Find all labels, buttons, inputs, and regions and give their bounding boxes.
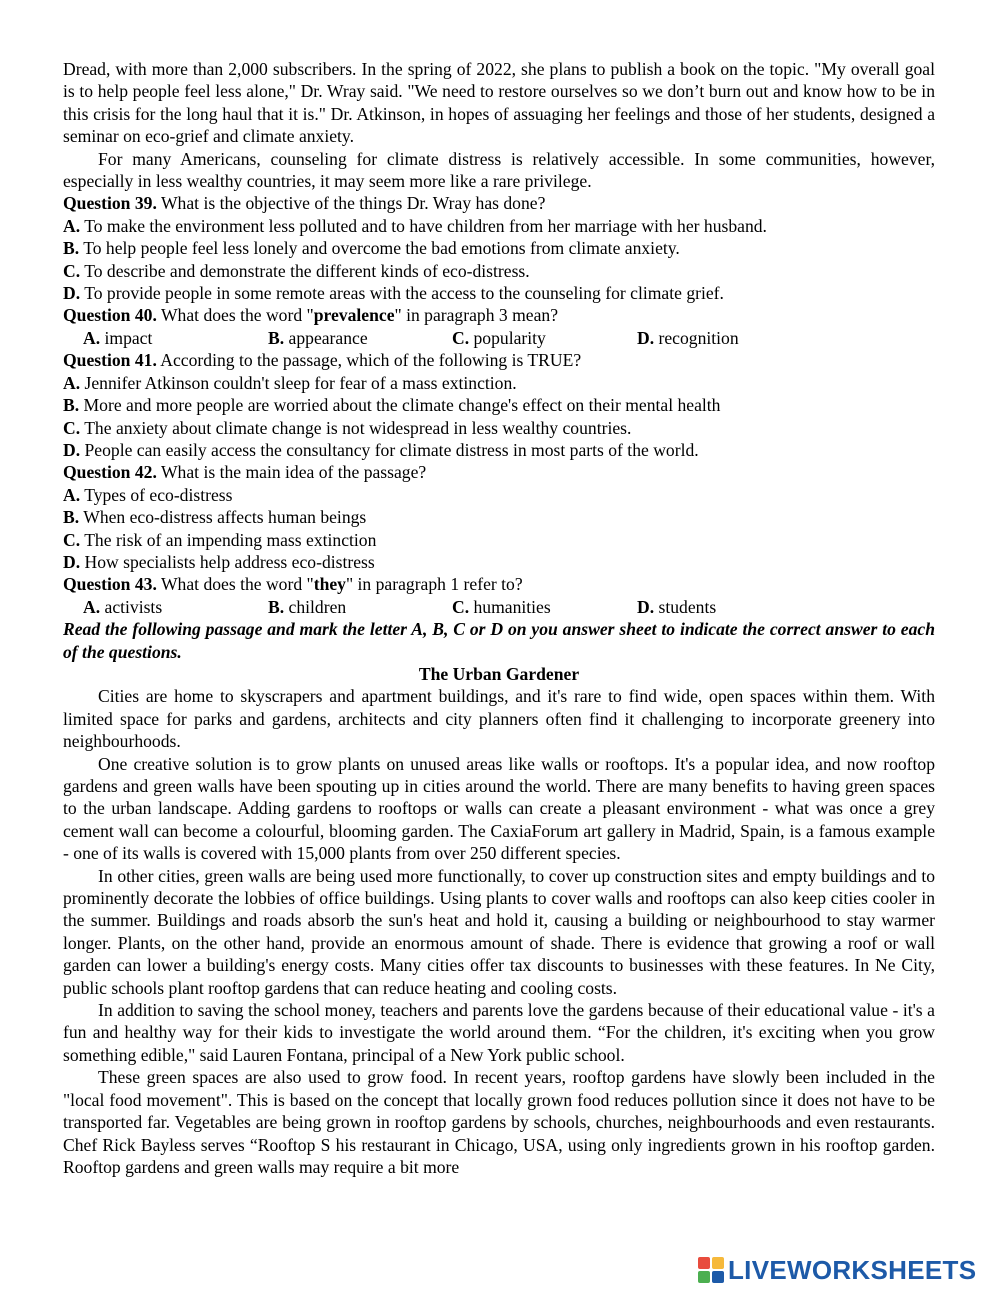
option-text: Types of eco-distress xyxy=(80,484,233,505)
question-40 xyxy=(63,304,935,326)
option-letter: D. xyxy=(63,283,81,304)
question-39-text: What is the objective of the things Dr. Wray has done? xyxy=(156,193,546,214)
option-letter: C. xyxy=(452,596,470,617)
q42-option-a[interactable] xyxy=(63,484,935,506)
q40-option-b[interactable] xyxy=(268,327,452,349)
option-letter: A. xyxy=(63,484,81,505)
option-letter: B. xyxy=(63,238,80,259)
question-41-text: According to the passage, which of the following is TRUE? xyxy=(156,350,582,371)
option-text: To make the environment less polluted and to have children from her marriage with her husband. xyxy=(80,215,767,236)
q39-option-c[interactable] xyxy=(63,260,935,282)
passage-paragraph-4: In addition to saving the school money, teachers and parents love the gardens because of their educational value - it's a fun and healthy way for their kids to investigate the world around them. “For the children, it's exciting when you grow something edible," said Lauren Fontana, principal of a New York public school. xyxy=(63,1000,935,1065)
question-42-label: Question 42. xyxy=(63,462,157,483)
q40-option-d[interactable] xyxy=(637,327,837,349)
liveworksheets-logo xyxy=(698,1255,976,1285)
q42-option-b[interactable] xyxy=(63,506,935,528)
q42-option-d[interactable] xyxy=(63,551,935,573)
q41-option-c[interactable] xyxy=(63,417,935,439)
option-text: More and more people are worried about the climate change's effect on their mental health xyxy=(79,395,721,416)
logo-square xyxy=(698,1257,710,1269)
option-letter: A. xyxy=(63,215,81,236)
reading-instruction: Read the following passage and mark the letter A, B, C or D on you answer sheet to indicate the correct answer to each of the questions. xyxy=(63,619,935,662)
option-letter: B. xyxy=(63,507,80,528)
question-39-label: Question 39. xyxy=(63,193,157,214)
option-text: To provide people in some remote areas with the access to the counseling for climate grief. xyxy=(80,283,724,304)
worksheet-page xyxy=(63,58,935,1178)
option-letter: D. xyxy=(637,327,655,348)
intro-paragraph-1: Dread, with more than 2,000 subscribers. In the spring of 2022, she plans to publish a book on the topic. "My overall goal is to help people feel less alone," Dr. Wray said. "We need to restore ourselves so we don’t burn out and know how to be in this crisis for the long haul that it is." Dr. Atkinson, in hopes of assuaging her feelings and those of her students, designed a seminar on eco-grief and climate anxiety. xyxy=(63,59,935,147)
logo-square xyxy=(712,1271,724,1283)
option-letter: C. xyxy=(452,327,470,348)
option-text: When eco-distress affects human beings xyxy=(79,507,367,528)
option-text: To help people feel less lonely and overcome the bad emotions from climate anxiety. xyxy=(79,238,680,259)
q40-option-a[interactable] xyxy=(63,327,268,349)
option-text: Jennifer Atkinson couldn't sleep for fear of a mass extinction. xyxy=(80,372,517,393)
question-40-label: Question 40. xyxy=(63,305,157,326)
q42-option-c[interactable] xyxy=(63,529,935,551)
question-41 xyxy=(63,349,935,371)
q39-option-b[interactable] xyxy=(63,237,935,259)
option-text: impact xyxy=(100,327,153,348)
option-text: People can easily access the consultancy for climate distress in most parts of the world. xyxy=(80,439,699,460)
option-letter: D. xyxy=(63,551,81,572)
option-letter: A. xyxy=(63,372,81,393)
option-text: The anxiety about climate change is not widespread in less wealthy countries. xyxy=(80,417,632,438)
intro-paragraph-2: For many Americans, counseling for climate distress is relatively accessible. In some communities, however, especially in less wealthy countries, it may seem more like a rare privilege. xyxy=(63,148,935,192)
question-40-text-end: " in paragraph 3 mean? xyxy=(394,305,558,326)
question-43-text-end: " in paragraph 1 refer to? xyxy=(345,574,523,595)
option-letter: D. xyxy=(63,439,81,460)
option-text: How specialists help address eco-distress xyxy=(80,551,375,572)
option-letter: A. xyxy=(83,596,101,617)
question-42 xyxy=(63,461,935,483)
option-text: students xyxy=(654,596,717,617)
question-40-keyword: prevalence xyxy=(313,305,395,326)
option-letter: C. xyxy=(63,260,81,281)
q39-option-a[interactable] xyxy=(63,215,935,237)
option-letter: B. xyxy=(268,327,285,348)
option-text: The risk of an impending mass extinction xyxy=(80,529,377,550)
option-text: children xyxy=(284,596,347,617)
q43-options xyxy=(63,596,935,618)
passage-title: The Urban Gardener xyxy=(418,663,580,684)
passage-paragraph-3: In other cities, green walls are being used more functionally, to cover up construction sites and empty buildings and to prominently decorate the lobbies of office buildings. Using plants to cover walls and rooftops can also keep cities cooler in the summer. Buildings and roads absorb the sun's heat and hold it, causing a building or neighbourhood to stay warmer longer. Plants, on the other hand, provide an enormous amount of shade. There is evidence that growing a roof or wall garden can lower a building's energy costs. Many cities offer tax discounts to businesses with these features. In Ne City, public schools plant rooftop gardens that can reduce heating and cooling costs. xyxy=(63,865,935,998)
option-letter: B. xyxy=(63,395,80,416)
logo-wordmark: LIVEWORKSHEETS xyxy=(728,1255,977,1285)
logo-square xyxy=(712,1257,724,1269)
option-letter: D. xyxy=(637,596,655,617)
passage-paragraph-5: These green spaces are also used to grow food. In recent years, rooftop gardens have slowly been included in the "local food movement". This is based on the concept that locally grown food reduces pollution since it does not have to be transported far. Vegetables are being grown in rooftop gardens by schools, churches, neighbourhoods and even restaurants. Chef Rick Bayless serves “Rooftop S his restaurant in Chicago, USA, using only ingredients grown in his rooftop garden. Rooftop gardens and green walls may require a bit more xyxy=(63,1067,935,1177)
option-text: To describe and demonstrate the different kinds of eco-distress. xyxy=(80,260,530,281)
q43-option-c[interactable] xyxy=(452,596,637,618)
q41-option-d[interactable] xyxy=(63,439,935,461)
question-39 xyxy=(63,192,935,214)
q41-option-a[interactable] xyxy=(63,372,935,394)
q41-option-b[interactable] xyxy=(63,394,935,416)
passage-paragraph-2: One creative solution is to grow plants on unused areas like walls or rooftops. It's a popular idea, and now rooftop gardens and green walls have been spouting up in cities around the world. There are many benefits to having green spaces to the urban landscape. Adding gardens to rooftops or walls can create a pleasant environment - what was once a grey cement wall can become a colourful, blooming garden. The CaxiaForum art gallery in Madrid, Spain, is a famous example - one of its walls is covered with 15,000 plants from over 250 different species. xyxy=(63,753,935,864)
passage-paragraph-1: Cities are home to skyscrapers and apartment buildings, and it's rare to find wide, open spaces within them. With limited space for parks and gardens, architects and city planners often find it challenging to incorporate greenery into neighbourhoods. xyxy=(63,686,935,752)
option-text: recognition xyxy=(654,327,739,348)
logo-square xyxy=(698,1271,710,1283)
q40-options xyxy=(63,327,935,349)
question-43-text: What does the word " xyxy=(156,574,314,595)
q43-option-b[interactable] xyxy=(268,596,452,618)
option-text: humanities xyxy=(469,596,551,617)
q43-option-a[interactable] xyxy=(63,596,268,618)
option-text: popularity xyxy=(469,327,546,348)
logo-icon xyxy=(698,1257,724,1283)
option-letter: B. xyxy=(268,596,285,617)
question-40-text: What does the word " xyxy=(156,305,314,326)
option-text: activists xyxy=(100,596,163,617)
option-letter: C. xyxy=(63,529,81,550)
question-43 xyxy=(63,573,935,595)
question-41-label: Question 41. xyxy=(63,350,157,371)
q39-option-d[interactable] xyxy=(63,282,935,304)
question-42-text: What is the main idea of the passage? xyxy=(156,462,427,483)
option-text: appearance xyxy=(284,327,368,348)
option-letter: C. xyxy=(63,417,81,438)
option-letter: A. xyxy=(83,327,101,348)
question-43-label: Question 43. xyxy=(63,574,157,595)
question-43-keyword: they xyxy=(313,574,346,595)
q40-option-c[interactable] xyxy=(452,327,637,349)
q43-option-d[interactable] xyxy=(637,596,837,618)
